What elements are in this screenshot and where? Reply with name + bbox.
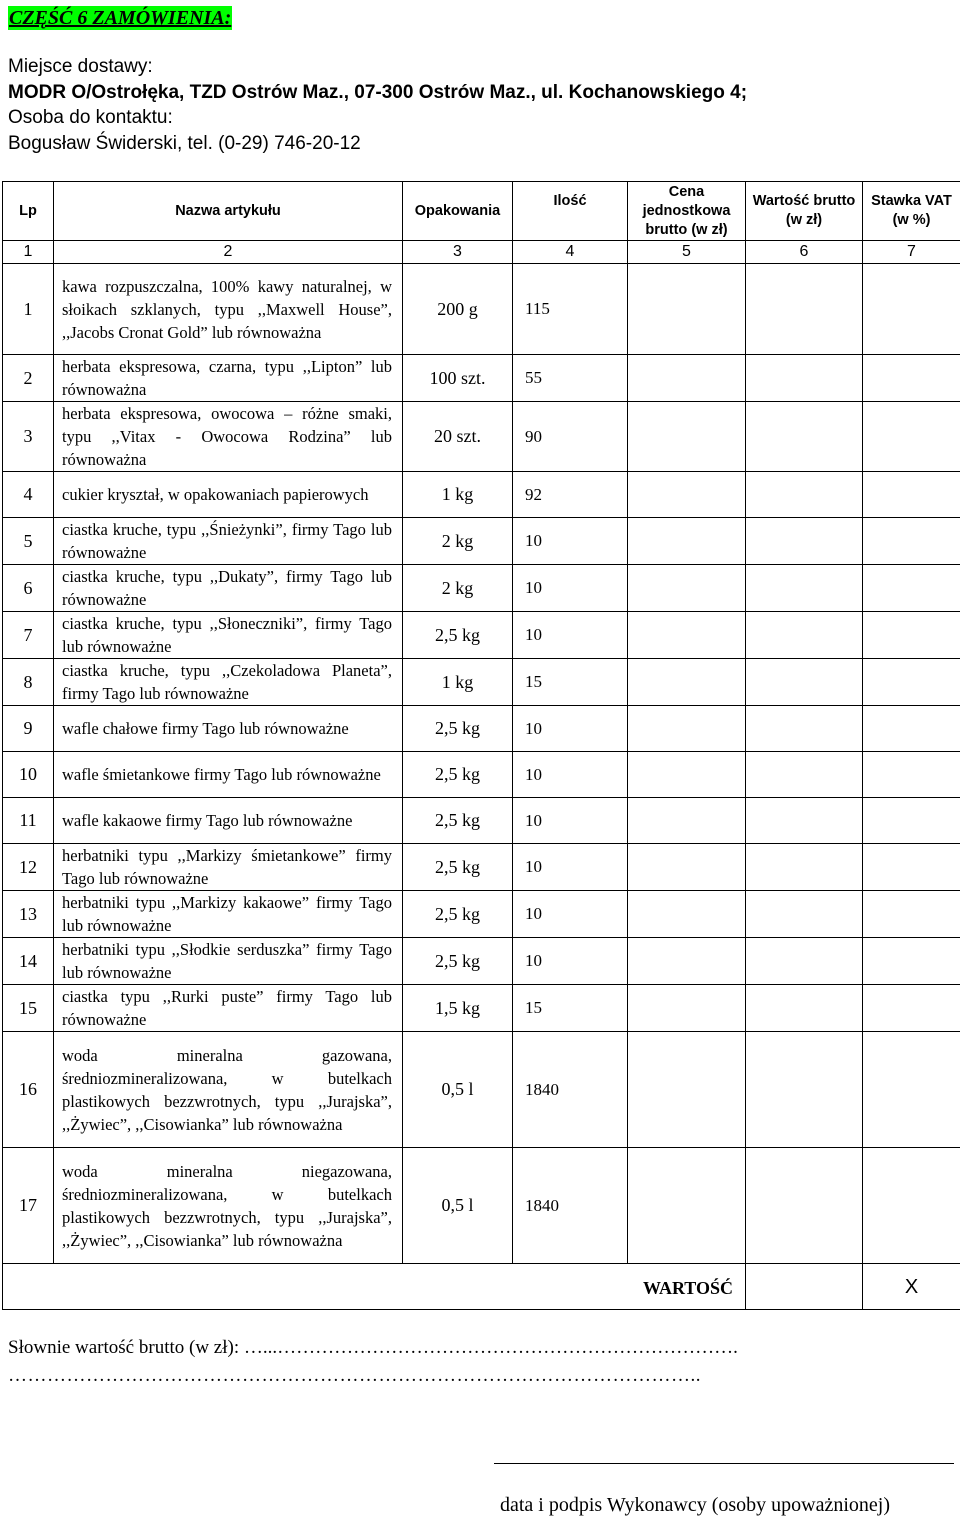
col-number: 4 xyxy=(513,241,628,264)
row-vat xyxy=(863,1148,960,1264)
row-lp: 15 xyxy=(3,985,54,1032)
header-qty: Ilość xyxy=(513,182,628,241)
row-item-name: wafle śmietankowe firmy Tago lub równoważne xyxy=(54,752,403,798)
row-vat xyxy=(863,472,960,518)
row-unit-price xyxy=(628,355,746,402)
table-row xyxy=(3,565,960,612)
order-table xyxy=(2,181,960,1310)
row-quantity: 10 xyxy=(513,752,628,798)
row-packaging: 0,5 l xyxy=(403,1148,513,1264)
table-row xyxy=(3,844,960,891)
row-gross-value xyxy=(746,938,863,985)
row-vat xyxy=(863,798,960,844)
header-lp: Lp xyxy=(3,182,54,241)
row-lp: 3 xyxy=(3,402,54,472)
sum-row xyxy=(3,1264,960,1310)
table-row xyxy=(3,706,960,752)
row-packaging: 2,5 kg xyxy=(403,798,513,844)
row-item-name: ciastka kruche, typu ,,Słoneczniki”, firmy Tago lub równoważne xyxy=(54,612,403,659)
row-lp: 14 xyxy=(3,938,54,985)
table-row xyxy=(3,659,960,706)
delivery-address: MODR O/Ostrołęka, TZD Ostrów Maz., 07-300 Ostrów Maz., ul. Kochanowskiego 4; xyxy=(8,81,748,103)
column-number-row xyxy=(3,241,960,264)
row-item-name: herbata ekspresowa, owocowa – różne smaki, typu ,,Vitax - Owocowa Rodzina” lub równoważna xyxy=(54,402,403,472)
row-quantity: 10 xyxy=(513,938,628,985)
row-packaging: 2,5 kg xyxy=(403,844,513,891)
header-gross-value: Wartość brutto (w zł) xyxy=(746,182,863,241)
table-row xyxy=(3,1032,960,1148)
row-vat xyxy=(863,402,960,472)
row-packaging: 1 kg xyxy=(403,659,513,706)
row-unit-price xyxy=(628,706,746,752)
row-packaging: 1 kg xyxy=(403,472,513,518)
signature-line xyxy=(494,1463,954,1464)
row-item-name: woda mineralna niegazowana, średniozmineralizowana, w butelkach plastikowych bezzwrotnych, typu ,,Jurajska”, ,,Żywiec”, ,,Cisowianka” lub równoważna xyxy=(54,1148,403,1264)
row-unit-price xyxy=(628,1032,746,1148)
table-row xyxy=(3,402,960,472)
row-gross-value xyxy=(746,565,863,612)
delivery-info xyxy=(8,54,747,156)
row-item-name: woda mineralna gazowana, średniozmineralizowana, w butelkach plastikowych bezzwrotnych, typu ,,Jurajska”, ,,Żywiec”, ,,Cisowianka” lub równoważna xyxy=(54,1032,403,1148)
row-quantity: 115 xyxy=(513,264,628,355)
row-lp: 12 xyxy=(3,844,54,891)
row-lp: 16 xyxy=(3,1032,54,1148)
row-vat xyxy=(863,355,960,402)
row-packaging: 2,5 kg xyxy=(403,706,513,752)
row-lp: 13 xyxy=(3,891,54,938)
row-lp: 10 xyxy=(3,752,54,798)
sum-label: WARTOŚĆ xyxy=(3,1264,746,1310)
row-gross-value xyxy=(746,1032,863,1148)
row-item-name: kawa rozpuszczalna, 100% kawy naturalnej, w słoikach szklanych, typu ,,Maxwell House”, ,,Jacobs Cronat Gold” lub równoważna xyxy=(54,264,403,355)
row-item-name: herbatniki typu ,,Słodkie serduszka” firmy Tago lub równoważne xyxy=(54,938,403,985)
row-item-name: ciastka kruche, typu ,,Śnieżynki”, firmy Tago lub równoważne xyxy=(54,518,403,565)
table-row xyxy=(3,472,960,518)
row-packaging: 0,5 l xyxy=(403,1032,513,1148)
amount-in-words: Słownie wartość brutto (w zł): …...………………………………………………………………. xyxy=(8,1337,738,1358)
row-quantity: 15 xyxy=(513,985,628,1032)
table-row xyxy=(3,798,960,844)
row-vat xyxy=(863,264,960,355)
contact-person: Bogusław Świderski, tel. (0-29) 746-20-12 xyxy=(8,132,361,154)
row-vat xyxy=(863,985,960,1032)
signature-label: data i podpis Wykonawcy (osoby upoważnionej) xyxy=(500,1494,891,1516)
header-vat: Stawka VAT (w %) xyxy=(863,182,960,241)
row-unit-price xyxy=(628,1148,746,1264)
contact-label: Osoba do kontaktu: xyxy=(8,107,173,128)
row-lp: 5 xyxy=(3,518,54,565)
row-unit-price xyxy=(628,565,746,612)
row-lp: 8 xyxy=(3,659,54,706)
sum-gross-value xyxy=(746,1264,863,1310)
row-gross-value xyxy=(746,355,863,402)
table-row xyxy=(3,891,960,938)
row-unit-price xyxy=(628,798,746,844)
row-quantity: 10 xyxy=(513,706,628,752)
row-item-name: herbatniki typu ,,Markizy śmietankowe” firmy Tago lub równoważne xyxy=(54,844,403,891)
row-gross-value xyxy=(746,659,863,706)
row-gross-value xyxy=(746,402,863,472)
row-packaging: 200 g xyxy=(403,264,513,355)
header-row xyxy=(3,182,960,241)
row-vat xyxy=(863,844,960,891)
row-vat xyxy=(863,938,960,985)
row-quantity: 10 xyxy=(513,612,628,659)
row-quantity: 1840 xyxy=(513,1148,628,1264)
amount-in-words-line2: …………………………………………………………………………………………….. xyxy=(8,1365,701,1386)
row-quantity: 10 xyxy=(513,798,628,844)
col-number: 1 xyxy=(3,241,54,264)
row-item-name: herbatniki typu ,,Markizy kakaowe” firmy Tago lub równoważne xyxy=(54,891,403,938)
row-item-name: wafle kakaowe firmy Tago lub równoważne xyxy=(54,798,403,844)
row-unit-price xyxy=(628,518,746,565)
header-name: Nazwa artykułu xyxy=(54,182,403,241)
row-unit-price xyxy=(628,985,746,1032)
col-number: 3 xyxy=(403,241,513,264)
row-vat xyxy=(863,752,960,798)
row-quantity: 10 xyxy=(513,518,628,565)
row-unit-price xyxy=(628,659,746,706)
table-row xyxy=(3,355,960,402)
row-gross-value xyxy=(746,472,863,518)
col-number: 2 xyxy=(54,241,403,264)
row-unit-price xyxy=(628,402,746,472)
row-vat xyxy=(863,612,960,659)
row-unit-price xyxy=(628,264,746,355)
table-row xyxy=(3,518,960,565)
row-gross-value xyxy=(746,1148,863,1264)
sum-vat-x: X xyxy=(863,1264,960,1310)
col-number: 5 xyxy=(628,241,746,264)
table-row xyxy=(3,264,960,355)
row-quantity: 10 xyxy=(513,565,628,612)
row-gross-value xyxy=(746,798,863,844)
row-lp: 11 xyxy=(3,798,54,844)
row-gross-value xyxy=(746,752,863,798)
row-lp: 6 xyxy=(3,565,54,612)
row-item-name: ciastka kruche, typu ,,Dukaty”, firmy Tago lub równoważne xyxy=(54,565,403,612)
row-unit-price xyxy=(628,752,746,798)
row-item-name: wafle chałowe firmy Tago lub równoważne xyxy=(54,706,403,752)
row-lp: 7 xyxy=(3,612,54,659)
row-packaging: 2,5 kg xyxy=(403,752,513,798)
row-packaging: 100 szt. xyxy=(403,355,513,402)
row-unit-price xyxy=(628,612,746,659)
row-quantity: 55 xyxy=(513,355,628,402)
row-packaging: 2,5 kg xyxy=(403,891,513,938)
row-gross-value xyxy=(746,844,863,891)
row-item-name: cukier kryształ, w opakowaniach papierowych xyxy=(54,472,403,518)
row-lp: 4 xyxy=(3,472,54,518)
header-pack: Opakowania xyxy=(403,182,513,241)
row-gross-value xyxy=(746,264,863,355)
row-gross-value xyxy=(746,891,863,938)
row-vat xyxy=(863,706,960,752)
row-quantity: 1840 xyxy=(513,1032,628,1148)
row-quantity: 10 xyxy=(513,891,628,938)
row-unit-price xyxy=(628,472,746,518)
row-lp: 17 xyxy=(3,1148,54,1264)
row-vat xyxy=(863,565,960,612)
row-item-name: herbata ekspresowa, czarna, typu ,,Lipton” lub równoważna xyxy=(54,355,403,402)
row-packaging: 20 szt. xyxy=(403,402,513,472)
row-packaging: 2 kg xyxy=(403,565,513,612)
row-lp: 2 xyxy=(3,355,54,402)
row-packaging: 2,5 kg xyxy=(403,612,513,659)
row-packaging: 2,5 kg xyxy=(403,938,513,985)
row-vat xyxy=(863,891,960,938)
row-quantity: 15 xyxy=(513,659,628,706)
table-row xyxy=(3,752,960,798)
table-row xyxy=(3,1148,960,1264)
table-row xyxy=(3,612,960,659)
table-row xyxy=(3,985,960,1032)
row-lp: 1 xyxy=(3,264,54,355)
row-quantity: 92 xyxy=(513,472,628,518)
row-packaging: 2 kg xyxy=(403,518,513,565)
row-quantity: 90 xyxy=(513,402,628,472)
row-vat xyxy=(863,659,960,706)
row-item-name: ciastka kruche, typu ,,Czekoladowa Planeta”, firmy Tago lub równoważne xyxy=(54,659,403,706)
section-title: CZĘŚĆ 6 ZAMÓWIENIA: xyxy=(9,7,232,29)
row-item-name: ciastka typu ,,Rurki puste” firmy Tago lub równoważne xyxy=(54,985,403,1032)
row-gross-value xyxy=(746,706,863,752)
header-unit-price: Cena jednostkowa brutto (w zł) xyxy=(628,182,746,241)
row-unit-price xyxy=(628,938,746,985)
row-gross-value xyxy=(746,612,863,659)
table-row xyxy=(3,938,960,985)
row-lp: 9 xyxy=(3,706,54,752)
row-unit-price xyxy=(628,891,746,938)
col-number: 7 xyxy=(863,241,960,264)
row-packaging: 1,5 kg xyxy=(403,985,513,1032)
row-quantity: 10 xyxy=(513,844,628,891)
delivery-place-label: Miejsce dostawy: xyxy=(8,56,153,77)
row-gross-value xyxy=(746,985,863,1032)
row-unit-price xyxy=(628,844,746,891)
row-vat xyxy=(863,1032,960,1148)
row-gross-value xyxy=(746,518,863,565)
row-vat xyxy=(863,518,960,565)
col-number: 6 xyxy=(746,241,863,264)
